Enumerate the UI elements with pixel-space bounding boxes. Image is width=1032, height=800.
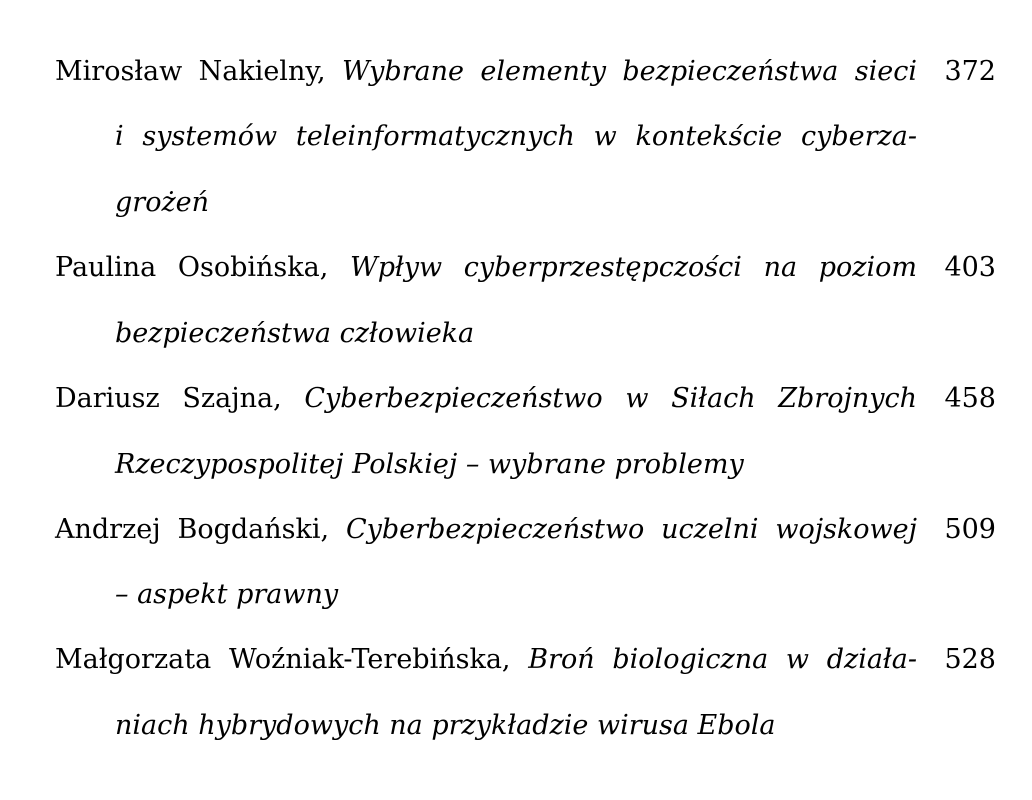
toc-entry-2-title-line-2: bezpieczeństwa człowieka [115, 318, 475, 349]
toc-entry-2-line-2 [115, 317, 917, 351]
toc-entry-4-title-line-1: Cyberbezpieczeństwo uczelni wojskowej [345, 514, 918, 545]
toc-entry-1-author: Mirosław Nakielny, [55, 56, 326, 87]
toc-entry-5-line-2 [115, 709, 917, 743]
toc-entry-3-line-2 [115, 448, 917, 482]
toc-entry-4-title-line-2: – aspekt prawny [115, 579, 339, 610]
toc-entry-3-title-line-2: Rzeczypospolitej Polskiej – wybrane problemy [115, 449, 744, 480]
toc-entry-3-page: 458 [944, 383, 996, 414]
toc-entry-2-line-1 [55, 251, 917, 285]
toc-entry-4-line-2 [115, 578, 917, 612]
toc-entry-1-line-3 [115, 186, 917, 220]
toc-entry-5-title-line-1: Broń biologiczna w działa- [528, 644, 917, 675]
toc-entry-1-line-1 [55, 55, 917, 89]
toc-entry-5-title-line-2: niach hybrydowych na przykładzie wirusa Ebola [115, 710, 776, 741]
toc-entry-3-title-line-1: Cyberbezpieczeństwo w Siłach Zbrojnych [304, 383, 917, 414]
toc-entry-1-page: 372 [944, 56, 996, 87]
toc-entry-5-page: 528 [944, 644, 996, 675]
toc-entry-3-line-1 [55, 382, 917, 416]
toc-entry-1-line-2 [115, 120, 917, 154]
toc-entry-1-title-line-1: Wybrane elementy bezpieczeństwa sieci [341, 56, 917, 87]
toc-entry-2-page: 403 [944, 252, 996, 283]
toc-entry-5-line-1 [55, 643, 917, 677]
toc-entry-5-author: Małgorzata Woźniak-Terebińska, [55, 644, 511, 675]
toc-entry-1-title-line-2: i systemów teleinformatycznych w kontekście cyberza- [115, 121, 917, 152]
toc-entry-2-author: Paulina Osobińska, [55, 252, 329, 283]
toc-entry-2-title-line-1: Wpływ cyberprzestępczości na poziom [349, 252, 917, 283]
toc-entry-3-author: Dariusz Szajna, [55, 383, 282, 414]
toc-entry-1-title-line-3: grożeń [115, 187, 210, 218]
toc-entry-4-author: Andrzej Bogdański, [55, 514, 330, 545]
toc-entry-4-line-1 [55, 513, 917, 547]
toc-entry-4-page: 509 [944, 514, 996, 545]
